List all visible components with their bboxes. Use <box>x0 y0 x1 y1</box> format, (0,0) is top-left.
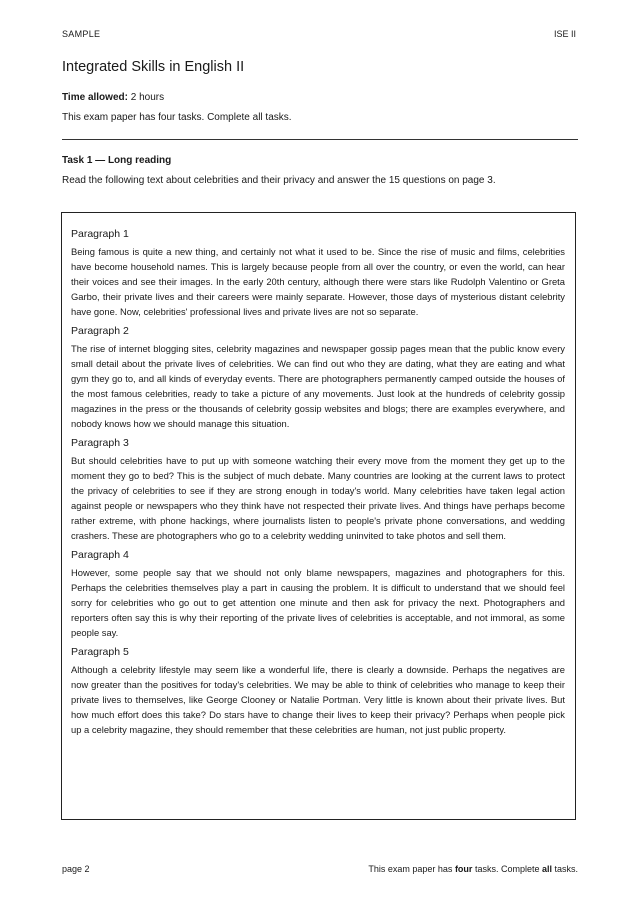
task-intro: Read the following text about celebrities and their privacy and answer the 15 questions on page 3. <box>62 175 496 186</box>
paragraph-heading: Paragraph 4 <box>71 549 129 561</box>
header-exam-code: ISE II <box>553 29 576 39</box>
footer-note-text: tasks. <box>551 864 578 874</box>
task-heading: Task 1 — Long reading <box>62 155 172 166</box>
footer-note-text: tasks. Complete <box>472 864 542 874</box>
paragraph-4 <box>71 548 565 640</box>
paragraph-text: Although a celebrity lifestyle may seem like a wonderful life, there is clearly a downside. Perhaps the negatives are now greater than the positives for today's celebrities. We may be able to think of celebrities who manage to keep their private lives to themselves, like George Clooney or Natalie Portman. Very little is known about their private lives. But how much effort does this take? Do stars have to change their lives to keep their privacy? Perhaps when people pick up a celebrity magazine, they should remember that these celebrities are human, not just public property. <box>71 664 565 735</box>
footer-note-emphasis: four <box>454 864 473 874</box>
exam-instruction: This exam paper has four tasks. Complete all tasks. <box>62 112 292 123</box>
paragraph-heading: Paragraph 5 <box>71 646 129 658</box>
paragraph-1 <box>71 227 565 319</box>
paragraph-text: But should celebrities have to put up with someone watching their every move from the moment they get up to the moment they go to bed? This is the subject of much debate. Many countries are looking at the current laws to protect the privacy of celebrities to see if they are strong enough in today's world. Many celebrities have taken legal action against people or newspapers who they think have not respected their private lives. And things have perhaps become rather extreme, with phone hackings, where journalists listen to people's private phone conversations, and wedding crashers. These are photographers who go to a celebrity wedding uninvited to take photos and sell them. <box>71 455 565 541</box>
time-allowed <box>62 92 164 103</box>
header-sample-label: SAMPLE <box>62 29 101 39</box>
footer-note-emphasis: all <box>541 864 552 874</box>
divider <box>62 139 578 140</box>
paragraph-text: Being famous is quite a new thing, and certainly not what it used to be. Since the rise of music and films, celebrities have become household names. This is largely because people from all over the country, or even the world, can hear their voices and see their images. In the early 20th century, although there were stars like Rudolph Valentino or Greta Garbo, their private lives and their careers were mainly separate. However, those days of mysterious distant celebrity have gone. Now, celebrities' professional lives and private lives are not so separate. <box>71 246 565 317</box>
paragraph-2 <box>71 324 565 431</box>
paragraph-heading: Paragraph 1 <box>71 228 129 240</box>
paragraph-text: The rise of internet blogging sites, celebrity magazines and newspaper gossip pages mean that the public know every small detail about the private lives of celebrities. We can find out who they are dating, what they are eating and what gym they go to, and all kinds of everyday events. There are photographers permanently camped outside the houses of the most famous celebrities, ready to take a picture of any movements. Just look at the hundreds of celebrity gossip magazines in the press or the thousands of celebrity gossip websites and blogs; there are examples everywhere, and nobody knows how we should manage this situation. <box>71 343 565 429</box>
paragraph-heading: Paragraph 3 <box>71 437 129 449</box>
paragraph-heading: Paragraph 2 <box>71 325 129 337</box>
reading-text-box <box>61 212 576 820</box>
footer-note-text: This exam paper has <box>368 864 455 874</box>
paragraph-text: However, some people say that we should not only blame newspapers, magazines and photographers for this. Perhaps the celebrities themselves play a part in causing the problem. It is difficult to understand that we should feel sorry for celebrities who go out to get attention one minute and then ask for privacy the next. Photographers and reporters often say this is why their reporting of the private lives of celebrities is acceptable, and not immoral, as some people say. <box>71 567 565 638</box>
time-allowed-value: 2 hours <box>127 92 165 103</box>
footer-page-number: page 2 <box>62 864 90 874</box>
paragraph-5 <box>71 645 565 737</box>
footer-note <box>368 864 578 874</box>
page-title: Integrated Skills in English II <box>62 59 245 75</box>
time-allowed-label: Time allowed: <box>62 92 128 103</box>
paragraph-3 <box>71 436 565 543</box>
